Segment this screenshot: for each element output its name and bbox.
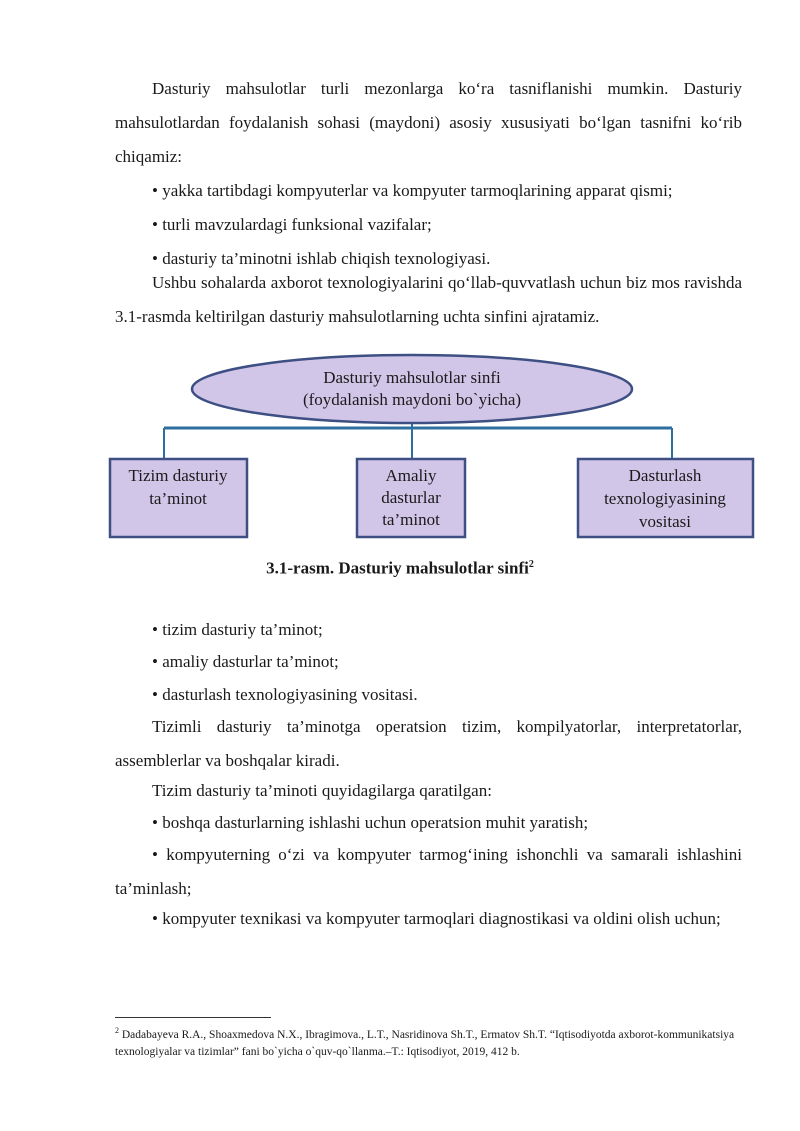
- node-label-line2: ta’minot: [149, 489, 207, 508]
- footnote-mark: 2: [115, 1026, 119, 1035]
- node-programming-tools: [578, 459, 753, 537]
- root-label-line2: (foydalanish maydoni bo`yicha): [302, 390, 522, 409]
- list-item: • yakka tartibdagi kompyuterlar va kompyuter tarmoqlarining apparat qismi;: [152, 181, 673, 200]
- node-label-line1: Dasturlash: [628, 466, 702, 485]
- list-item: • turli mavzulardagi funksional vazifalar;: [152, 215, 432, 234]
- node-label-line3: ta’minot: [382, 510, 440, 529]
- footnote: [115, 1022, 745, 1061]
- footnote-text: Dadabayeva R.A., Shoaxmedova N.X., Ibragimova., L.T., Nasridinova Sh.T., Ermatov Sh.T. “Iqtisodiyotda axborot-kommunikatsiya texnologiyalar va tizimlar” fani bo`yicha o`quv-qo`llanma.–T.: Iqtisodiyot, 2019, 412 b.: [115, 1028, 735, 1058]
- caption-footnote-mark[interactable]: 2: [528, 559, 534, 570]
- list-item: • dasturlash texnologiyasining vositasi.: [152, 685, 418, 704]
- node-label-line1: Tizim dasturiy: [128, 466, 228, 485]
- system-software-paragraph: Tizimli dasturiy ta’minotga operatsion tizim, kompilyatorlar, interpretatorlar, assemblerlar va boshqalar kiradi.: [115, 717, 742, 770]
- caption-text: 3.1-rasm. Dasturiy mahsulotlar sinfi: [266, 558, 529, 578]
- root-node: [192, 355, 632, 423]
- classification-diagram: [0, 330, 800, 550]
- diagram-svg: [0, 330, 800, 550]
- footnote-divider: [115, 1017, 271, 1018]
- list-item: • boshqa dasturlarning ishlashi uchun operatsion muhit yaratish;: [152, 813, 589, 832]
- node-label-line1: Amaliy: [385, 466, 437, 485]
- list-item: • kompyuterning o‘zi va kompyuter tarmog‘ining ishonchli va samarali ishlashini ta’minlash;: [115, 845, 742, 898]
- node-system-software: [110, 459, 247, 537]
- node-label-line2: texnologiyasining: [604, 489, 726, 508]
- diagram-connectors: [164, 422, 672, 459]
- classes-intro-paragraph: Ushbu sohalarda axborot texnologiyalarini qo‘llab-quvvatlash uchun biz mos ravishda 3.1-rasmda keltirilgan dasturiy mahsulotlarning uchta sinfini ajratamiz.: [115, 273, 742, 326]
- figure-caption: [0, 552, 800, 582]
- list-item: • kompyuter texnikasi va kompyuter tarmoqlari diagnostikasi va oldini olish uchun;: [152, 909, 721, 928]
- node-application-software: [357, 459, 465, 537]
- list-item: • amaliy dasturlar ta’minot;: [152, 652, 339, 671]
- node-label-line2: dasturlar: [381, 488, 441, 507]
- system-software-aims-paragraph: Tizim dasturiy ta’minoti quyidagilarga qaratilgan:: [152, 781, 492, 800]
- list-item: • tizim dasturiy ta’minot;: [152, 620, 323, 639]
- root-label-line1: Dasturiy mahsulotlar sinfi: [323, 368, 501, 387]
- node-label-line3: vositasi: [639, 512, 691, 531]
- list-item: • dasturiy ta’minotni ishlab chiqish texnologiyasi.: [152, 249, 491, 268]
- intro-paragraph: Dasturiy mahsulotlar turli mezonlarga ko‘ra tasniflanishi mumkin. Dasturiy mahsulotlardan foydalanish sohasi (maydoni) asosiy xususiyati bo‘lgan tasnifni ko‘rib chiqamiz:: [115, 79, 742, 166]
